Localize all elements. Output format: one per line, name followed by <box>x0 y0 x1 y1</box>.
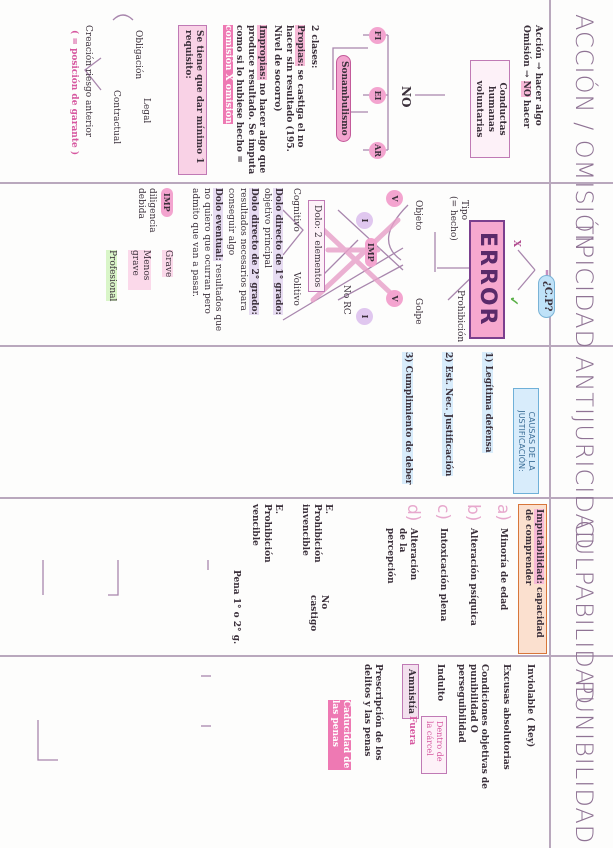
ar-bubble: AR <box>369 142 386 159</box>
x-mark: X <box>511 240 521 247</box>
omision-line <box>520 25 531 128</box>
header-antijuricidad: ANTIJURICIDAD <box>570 356 598 551</box>
causa-3: 3) Cumplimiento de deber <box>403 352 413 485</box>
accion-line: Acción → hacer algo <box>533 25 543 126</box>
conductas-box: Conductas humanas voluntarias <box>470 60 510 158</box>
dolo1-label: Dolo directo de 1° grado: <box>273 188 283 315</box>
no-label: NO <box>399 86 413 108</box>
fuera: Fuera <box>407 716 417 746</box>
dolo-eventual <box>189 188 223 340</box>
no-rc: No RC <box>341 285 351 315</box>
item-d-text: Alteración de la percepción <box>385 528 418 584</box>
causas-box: CAUSAS DE LA JUSTIFICACIÓN: <box>513 388 539 494</box>
pena: Pena 1° o 2° g. <box>231 570 241 645</box>
doloev-label: Dolo eventual: <box>213 188 223 261</box>
item-d: d) <box>403 504 423 522</box>
header-culpabilidad: CULPABILIDAD <box>570 520 598 706</box>
profesional: Profesional <box>107 250 117 302</box>
dos-clases: 2 clases: <box>309 25 319 69</box>
caducidad: Caducidad de las penas <box>329 700 351 769</box>
imputabilidad-box <box>519 504 548 654</box>
imp-pill: IMP <box>365 238 377 267</box>
impropias-body: no hacer algo que produce resultado. Se imputa como si lo hubiese hecho = <box>234 25 267 175</box>
item-a-text: Minoría de edad <box>498 528 508 611</box>
sonambulismo-pill: Sonambulismo <box>336 55 351 142</box>
posicion-garante: ( = posición de garante ) <box>69 30 79 156</box>
dolo1-text: objetivo principal <box>261 188 272 268</box>
dolo2 <box>225 188 259 340</box>
i-bubble: I <box>356 212 373 229</box>
v-bubble: V <box>386 290 403 307</box>
dolo2-label: Dolo directo de 2° grado: <box>249 188 259 315</box>
omision-prefix: Omisión → <box>521 25 531 81</box>
header-tipicidad: TIPICIDAD <box>570 220 598 350</box>
golpe-label: Golpe <box>413 298 423 325</box>
condiciones: Condiciones objetivas de punibilidad O perseguibilidad <box>456 664 489 789</box>
causa-2: 2) Est. Nec. Justificación <box>443 352 453 477</box>
propias-label: Propias: <box>295 25 305 67</box>
propias-body: se castiga el no hacer sin resultado (195. Nivel de socorro) <box>272 25 305 152</box>
obligacion: Obligación <box>133 30 143 80</box>
indulto: Indulto <box>435 664 445 702</box>
dolo-box: Dolo: 2 elementos <box>308 200 325 292</box>
imp-pill: IMP <box>161 188 173 217</box>
imputabilidad-text: capacidad de comprender <box>522 509 544 638</box>
dolo2-text: resultados necesarios para conseguir algo <box>226 188 248 311</box>
dentro-carcel: Dentro de la cárcel <box>421 716 447 774</box>
i-bubble: I <box>356 308 373 325</box>
dolo1 <box>261 188 284 340</box>
error-title: ERROR <box>470 220 506 339</box>
ei-bubble: EI <box>369 87 386 104</box>
impropias-text <box>222 25 267 175</box>
item-a: a) <box>493 504 513 522</box>
fi-bubble: FI <box>369 27 386 44</box>
inviolable: Inviolable ( Rey) <box>525 664 535 748</box>
prescripcion: Prescripción de los delitos y las penas <box>361 664 383 761</box>
contractual: Contractual <box>111 90 121 145</box>
excusas: Excusas absolutorias <box>501 664 511 770</box>
tipo-label: Tipo <box>459 200 469 221</box>
menos-grave: Menos grave <box>129 250 152 290</box>
prohibicion-label: Prohibición <box>455 290 465 343</box>
omision-no: NO <box>521 80 531 97</box>
amnistia: Amnistía <box>402 664 419 719</box>
requisito-box: Se tiene que dar mínimo 1 requisito: <box>179 25 208 175</box>
doloev-text: resultados que no quiero que ocurran pero admito que van a pasar. <box>190 188 223 332</box>
diligencia: diligencia debida <box>135 188 157 233</box>
item-b-text: Alteración psíquica <box>468 528 478 626</box>
item-b: b) <box>463 504 483 522</box>
check-mark: ✓ <box>507 296 521 307</box>
cognitivo: Cognitivo <box>291 188 301 232</box>
legal: Legal <box>141 98 151 124</box>
header-punibilidad: PUNIBILIDAD <box>570 680 598 845</box>
impropias-mark: comisión X omisión <box>223 25 234 124</box>
imputabilidad-label: Imputabilidad: <box>534 509 544 584</box>
item-c: c) <box>433 504 453 520</box>
header-accion: ACCIÓN / OMISIÓN <box>570 14 598 253</box>
no-castigo: No castigo <box>307 595 329 632</box>
creacion: Creación riesgo anterior <box>83 25 93 138</box>
omision-suffix: hacer <box>521 96 531 129</box>
propias-text <box>271 25 305 175</box>
item-c-text: Intoxicación plena <box>438 528 448 622</box>
impropias-label: Impropias: <box>257 25 267 80</box>
objeto-label: Objeto <box>413 200 423 231</box>
volitivo: Volitivo <box>291 272 301 306</box>
causa-1: 1) Legítima defensa <box>483 352 493 453</box>
ep-vencible: E. Prohibición vencible <box>250 504 283 563</box>
grave: Grave <box>163 250 173 278</box>
ep-invencible: E. Prohibición invencible <box>300 504 333 563</box>
v-bubble: V <box>386 190 403 207</box>
cp-bubble: ¿C.P? <box>539 275 556 318</box>
hecho-label: (= hecho) <box>448 196 458 241</box>
